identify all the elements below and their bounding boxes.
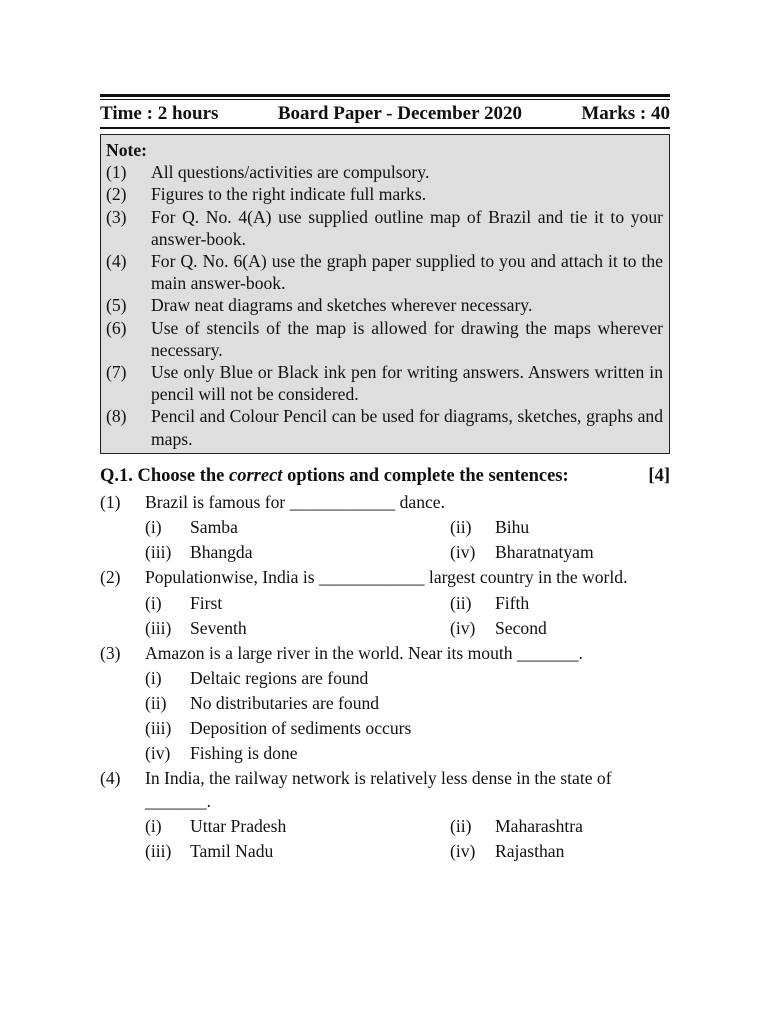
option-number: (iv) [450, 617, 476, 638]
option-number: (ii) [145, 693, 167, 714]
option [145, 617, 450, 639]
note-item [106, 294, 663, 316]
note-number: (3) [106, 206, 127, 227]
note-item [106, 405, 663, 449]
header-bottom-rule [100, 127, 670, 129]
option [450, 516, 670, 538]
option-text: Fifth [495, 592, 530, 613]
note-text: Pencil and Colour Pencil can be used for diagrams, sketches, graphs and maps. [151, 406, 663, 449]
option-text: Fishing is done [190, 743, 298, 764]
option-text: Uttar Pradesh [190, 816, 287, 837]
note-number: (5) [106, 295, 127, 316]
option-text: Second [495, 617, 547, 638]
note-text: Use only Blue or Black ink pen for writing answers. Answers written in pencil will not be considered. [151, 362, 663, 405]
option-number: (iii) [145, 542, 172, 563]
question-item [100, 767, 670, 862]
option-text: Bhangda [190, 542, 253, 563]
option [145, 742, 670, 764]
option [145, 717, 670, 739]
option-text: Rajasthan [495, 841, 565, 862]
option-number: (iii) [145, 617, 172, 638]
note-item [106, 361, 663, 405]
option [450, 617, 670, 639]
note-box [100, 134, 670, 454]
option-number: (ii) [450, 517, 472, 538]
option [145, 541, 450, 563]
option [450, 592, 670, 614]
option-number: (iv) [145, 743, 171, 764]
options-list [145, 667, 670, 764]
option-text: Seventh [190, 617, 247, 638]
note-text: For Q. No. 4(A) use supplied outline map of Brazil and tie it to your answer-book. [151, 206, 663, 249]
option-text: Samba [190, 517, 238, 538]
option [145, 840, 450, 862]
option-number: (i) [145, 668, 162, 689]
option-text: Bharatnatyam [495, 542, 594, 563]
option-text: Tamil Nadu [190, 841, 274, 862]
note-item [106, 317, 663, 361]
option [145, 516, 450, 538]
options-grid [145, 592, 670, 639]
item-number: (3) [100, 642, 121, 663]
option-number: (iii) [145, 841, 172, 862]
option-number: (i) [145, 517, 162, 538]
instruction-suffix: options and complete the sentences: [287, 465, 569, 486]
item-text: In India, the railway network is relatively less dense in the state of _______. [145, 768, 612, 811]
item-number: (1) [100, 491, 121, 512]
note-text: Figures to the right indicate full marks. [151, 184, 427, 205]
options-grid [145, 516, 670, 563]
note-number: (1) [106, 162, 127, 183]
option [450, 815, 670, 837]
question-marks: [4] [648, 465, 670, 486]
note-number: (7) [106, 362, 127, 383]
option-text: Deltaic regions are found [190, 668, 369, 689]
instruction-prefix: Choose the [137, 465, 225, 486]
option [450, 840, 670, 862]
option-number: (ii) [450, 592, 472, 613]
question-item [100, 491, 670, 564]
option-number: (iii) [145, 718, 172, 739]
question-label: Q.1. [100, 465, 133, 486]
item-number: (2) [100, 567, 121, 588]
options-grid [145, 815, 670, 862]
note-text: Use of stencils of the map is allowed for drawing the maps wherever necessary. [151, 317, 663, 360]
option [145, 692, 670, 714]
option-number: (iv) [450, 542, 476, 563]
option [145, 667, 670, 689]
note-item [106, 206, 663, 250]
question-item [100, 566, 670, 639]
note-item [106, 250, 663, 294]
note-text: For Q. No. 6(A) use the graph paper supplied to you and attach it to the main answer-book. [151, 251, 663, 294]
note-title: Note: [106, 140, 148, 160]
question-item [100, 642, 670, 765]
item-text: Amazon is a large river in the world. Near its mouth _______. [145, 642, 583, 663]
option-number: (i) [145, 592, 162, 613]
time-label: Time : 2 hours [100, 103, 219, 124]
item-text: Populationwise, India is ____________ largest country in the world. [145, 567, 628, 588]
note-text: All questions/activities are compulsory. [151, 162, 430, 183]
option [145, 815, 450, 837]
option-text: First [190, 592, 223, 613]
marks-label: Marks : 40 [581, 103, 670, 124]
note-number: (6) [106, 317, 127, 338]
option [450, 541, 670, 563]
note-number: (8) [106, 406, 127, 427]
question-1-instruction [100, 464, 569, 488]
option-text: No distributaries are found [190, 693, 380, 714]
option-number: (ii) [450, 816, 472, 837]
option-text: Deposition of sediments occurs [190, 718, 412, 739]
option-text: Bihu [495, 517, 530, 538]
note-number: (2) [106, 184, 127, 205]
note-number: (4) [106, 251, 127, 272]
note-text: Draw neat diagrams and sketches wherever necessary. [151, 295, 533, 316]
paper-title: Board Paper - December 2020 [277, 103, 522, 124]
option-number: (i) [145, 816, 162, 837]
exam-page [100, 94, 670, 862]
note-item [106, 183, 663, 205]
option-number: (iv) [450, 841, 476, 862]
item-text: Brazil is famous for ____________ dance. [145, 491, 446, 512]
paper-header [100, 100, 670, 127]
note-item [106, 161, 663, 183]
question-1-heading [100, 464, 670, 488]
instruction-emphasis: correct [229, 465, 283, 486]
option-text: Maharashtra [495, 816, 583, 837]
option [145, 592, 450, 614]
item-number: (4) [100, 768, 121, 789]
